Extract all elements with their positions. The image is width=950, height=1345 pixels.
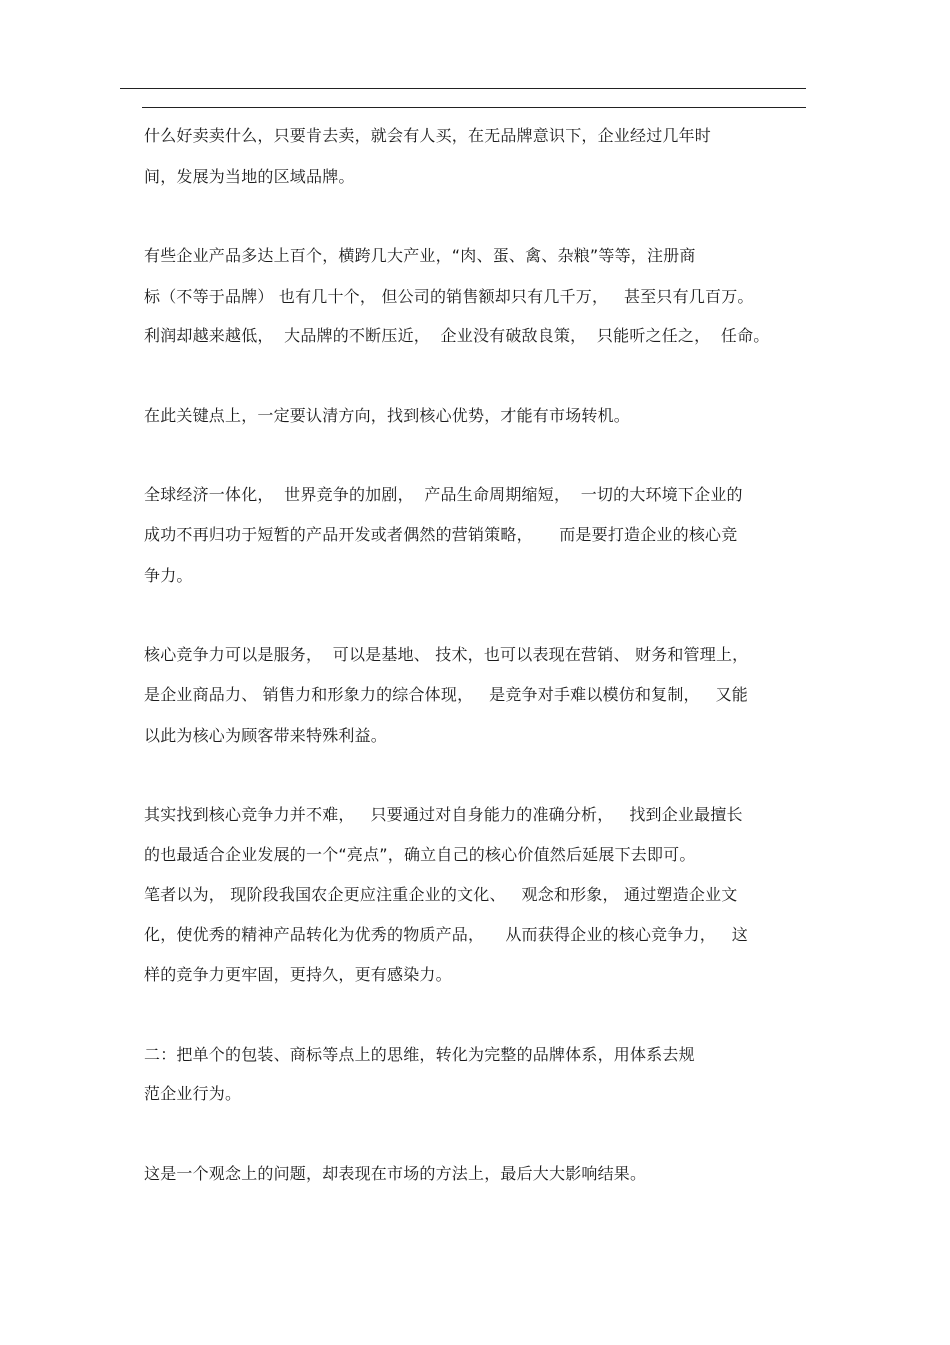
- text-line: 的也最适合企业发展的一个“亮点”，确立自己的核心价值然后延展下去即可。: [144, 845, 696, 864]
- text-line: 范企业行为。: [144, 1084, 242, 1103]
- text-line: 化，使优秀的精神产品转化为优秀的物质产品， 从而获得企业的核心竞争力， 这: [144, 925, 749, 944]
- header-rule-bottom: [142, 107, 806, 108]
- text-line: 利润却越来越低， 大品牌的不断压近， 企业没有破敌良策， 只能听之任之， 任命。: [144, 326, 770, 345]
- text-line: 以此为核心为顾客带来特殊利益。: [144, 726, 388, 745]
- text-line: 是企业商品力、 销售力和形象力的综合体现， 是竞争对手难以模仿和复制， 又能: [144, 685, 749, 704]
- text-line: 在此关键点上，一定要认清方向，找到核心优势，才能有市场转机。: [144, 406, 631, 425]
- text-line: 有些企业产品多达上百个，横跨几大产业，“肉、蛋、禽、杂粮”等等，注册商: [144, 246, 696, 265]
- header-rule-top: [120, 88, 806, 89]
- text-line: 标（不等于品牌） 也有几十个， 但公司的销售额却只有几千万， 甚至只有几百万。: [144, 287, 754, 306]
- text-line: 成功不再归功于短暂的产品开发或者偶然的营销策略， 而是要打造企业的核心竞: [144, 525, 738, 544]
- text-line: 其实找到核心竞争力并不难， 只要通过对自身能力的准确分析， 找到企业最擅长: [144, 805, 743, 824]
- text-line: 笔者以为， 现阶段我国农企更应注重企业的文化、 观念和形象， 通过塑造企业文: [144, 885, 738, 904]
- text-line: 二：把单个的包装、商标等点上的思维，转化为完整的品牌体系，用体系去规: [144, 1045, 695, 1064]
- text-line: 什么好卖卖什么，只要肯去卖，就会有人买，在无品牌意识下，企业经过几年时: [144, 126, 712, 145]
- text-line: 这是一个观念上的问题，却表现在市场的方法上，最后大大影响结果。: [144, 1164, 647, 1183]
- text-line: 样的竞争力更牢固，更持久，更有感染力。: [144, 965, 452, 984]
- text-line: 全球经济一体化， 世界竞争的加剧， 产品生命周期缩短， 一切的大环境下企业的: [144, 485, 743, 504]
- text-line: 争力。: [144, 566, 193, 585]
- text-line: 核心竞争力可以是服务， 可以是基地、 技术，也可以表现在营销、 财务和管理上，: [144, 645, 749, 664]
- text-line: 间，发展为当地的区域品牌。: [144, 167, 355, 186]
